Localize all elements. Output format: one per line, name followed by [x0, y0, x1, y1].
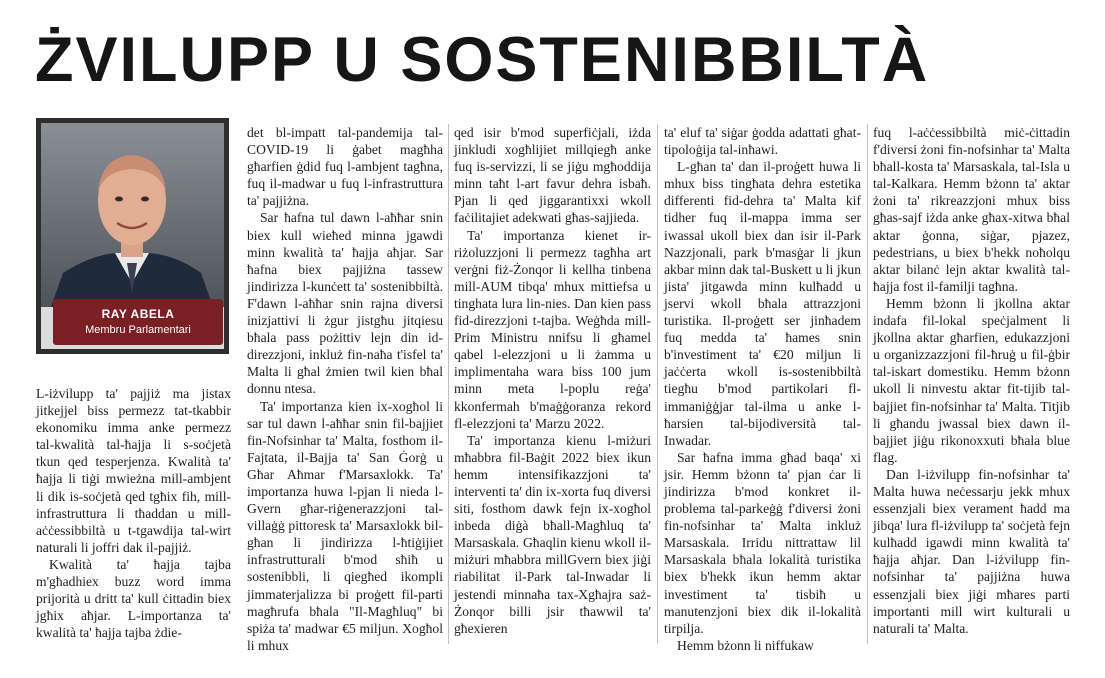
paragraph: fuq l-aċċessibbiltà miċ-ċittadin f'diversi żoni fin-nofsinhar ta' Malta bħall-kosta ta' Marsaskala, tal-Isla u tal-Kalkara. Hemm bżonn ta' aktar żoni ta' rikreazzjoni mhux biss għas-sajf iżda anke għax-xitwa bħal aktar ġonna, siġar, pjazez, pedestrians, u biex b'hekk noħolqu aktar bilanċ lejn aktar kwalità tal-ħajja fost il-familji tagħna.: [873, 125, 1070, 294]
column-divider: [448, 124, 449, 644]
author-role: Membru Parlamentari: [85, 324, 191, 336]
author-photo: [41, 123, 224, 307]
author-name: RAY ABELA: [101, 307, 175, 321]
paragraph: ta' eluf ta' siġar ġodda adattati għat-tipoloġija tal-inħawi.: [664, 125, 861, 158]
paragraph: Sar ħafna tul dawn l-aħħar snin biex kull wieħed minna jgawdi minn kwalità ta' ħajja aħjar. Sar ħafna biex pajjiżna tassew jindirizza l-kunċett ta' sostenibbiltà. F'dawn l-aħħar snin rajna diversi inizjattivi li żgur jistgħu jitqiesu bħala pass pożittiv lejn din id-direzzjoni, inkluż fin-naħa t'isfel ta' Malta li għal żmien twil kien bħal donnu ntesa.: [247, 210, 443, 397]
paragraph: Hemm bżonn li niffukaw: [677, 637, 814, 653]
paragraph: Ta' importanza kienet ir-riżoluzzjoni li permezz tagħha art verġni fiż-Żonqor li kellha tinbena mill-AUM tibqa' mhux mittiefsa u tinghata lura lin-nies. Dan kien pass fid-direzzjoni t-tajba. Weġħda mill-Prim Ministru nnifsu li għamel qabel l-elezzjoni u li żamma u implimentaha wara biss 100 jum minn meta l-poplu reġa' kkonfermah b'maġġoranza rekord fl-elezzjoni ta' Marzu 2022.: [454, 227, 651, 431]
paragraph: L-iżvilupp ta' pajjiż ma jistax jitkejjel biss permezz tat-tkabbir ekonomiku imma anke permezz tal-kwalità tal-ħajja li s-soċjetà tkun qed tesperjenza. Kwalità ta' ħajja li tiġi mwieżna mill-ambjent li dik is-soċjetà qed tgħix fih, mill-infrastruttura li tħaddan u mill-aċċessibbiltà u t-tgawdija tal-wirt naturali li joffri dak il-pajjiż.: [36, 386, 231, 555]
paragraph: qed isir b'mod superfiċjali, iżda jinkludi xogħlijiet millqiegħ anke fuq is-servizzi, li se jiġu mgħoddija minn taħt l-art favur dehra isbaħ. Pjan li qed jiggarantixxi wkoll faċilitajiet adekwati għas-sajjieda.: [454, 125, 651, 226]
author-card: [36, 118, 229, 354]
author-caption: [53, 299, 223, 345]
paragraph: Ta' importanza kien ix-xogħol li sar tul dawn l-aħħar snin fil-bajjiet fin-Nofsinhar ta' Malta, fosthom il-Fajtata, il-Bajja ta' San Ġorġ u Għar Aħmar f'Marsaxlokk. Ta' importanza huwa l-pjan li nieda l-Gvern għar-riġenerazzjoni tal-villaġġ pittoresk ta' Marsaxlokk bil-għan li jindirizza l-ħtiġijiet infrastrutturali b'mod sħiħ u sostenibbli, li qiegħed ikompli jimmaterjalizza bi proġett fil-parti magħrufa bħala "Il-Magħluq" bi spiża ta' madwar €5 miljun. Xogħol li mhux: [247, 398, 443, 653]
paragraph: L-għan ta' dan il-proġett huwa li mhux biss tingħata dehra estetika differenti fid-dehra ta' Malta kif tidher fuq il-mappa imma ser iwassal ukoll biex dan isir il-Park Nazzjonali, park b'masġar li jkun akbar minn dak tal-Buskett u li jkun jista' jitgawda minn kulħadd u jservi wkoll bħala attrazzjoni turistika. Il-proġett ser jinħadem fuq medda ta' ħames snin b'investiment ta' €20 miljun li jaċċerta wkoll is-sostenibbiltà tiegħu b'mod partikolari fl-immaniġġjar tal-ilma u anke l-ħarsien tal-bijodiversità tal-Inwadar.: [664, 159, 861, 448]
article-column-4: [664, 124, 861, 654]
article-headline: ŻVILUPP U SOSTENIBBILTÀ: [35, 25, 930, 95]
article-column-2: [247, 124, 443, 654]
column-divider: [657, 124, 658, 644]
paragraph: Dan l-iżvilupp fin-nofsinhar ta' Malta huwa neċessarju jekk mhux essenzjali biex verament ħadd ma jibqa' lura fl-iżvilupp ta' soċjetà fejn kulħadd igawdi minn kwalità ta' ħajja aħjar. Dan l-iżvilupp fin-nofsinhar ta' pajjiżna huwa essenzjali biex jiġi mħares parti importanti mill wirt kulturali u naturali ta' Malta.: [873, 466, 1070, 636]
paragraph: Kwalità ta' ħajja tajba m'għadhiex buzz word imma prijorità u dritt ta' kull ċittadin biex jgħix aħjar. L-importanza ta' kwalità ta' ħajja tajba żdie-: [36, 556, 231, 641]
paragraph: Hemm bżonn li jkollna aktar indafa fil-lokal speċjalment li jkollna aktar għarfien, edukazzjoni u organizzazzjoni fil-ħruġ u fil-ġbir tal-iskart domestiku. Hemm bżonn ukoll li ninvestu aktar fit-tijib tal-bajjiet fin-nofsinhar ta' Malta. Titjib li għandu jwassal biex dawn il-bajjiet jiġu rikonoxxuti bħala blue flag.: [873, 295, 1070, 465]
paragraph: Ta' importanza kienu l-miżuri mħabbra fil-Baġit 2022 biex ikun hemm intensifikazzjoni ta' interventi ta' din ix-xorta fuq diversi siti, fosthom dawk fejn ix-xogħol inbeda diġà bħall-Magħluq ta' Marsaskala. Għaqlin kienu wkoll il-miżuri mħabbra millGvern biex jiġi riabilitat il-Park tal-Inwadar li jestendi minnaħa tax-Xgħajra saż-Żonqor billi jsir tħawwil ta' għexieren: [454, 432, 651, 636]
article-column-1: [36, 385, 231, 641]
column-divider: [867, 124, 868, 644]
paragraph: det bl-impatt tal-pandemija tal-COVID-19 li ġabet magħha għarfien ġdid fuq l-ambjent tagħna, fuq il-madwar u fuq l-infrastruttura ta' pajjiżna.: [247, 125, 443, 209]
paragraph: Sar ħafna imma għad baqa' xi jsir. Hemm bżonn ta' pjan ċar li jindirizza b'mod konkret il-problema tal-parkeġġ f'diversi żoni fin-nofsinhar ta' Malta inkluż Marsaskala. Irridu nittrattaw lil Marsaskala bħala lokalità turistika biex b'hekk ikun hemm aktar investiment ta' tisbiħ u manutenzjoni biex dik il-lokalità tirpilja.: [664, 449, 861, 636]
article-column-3: [454, 124, 651, 637]
article-column-5: [873, 124, 1070, 637]
